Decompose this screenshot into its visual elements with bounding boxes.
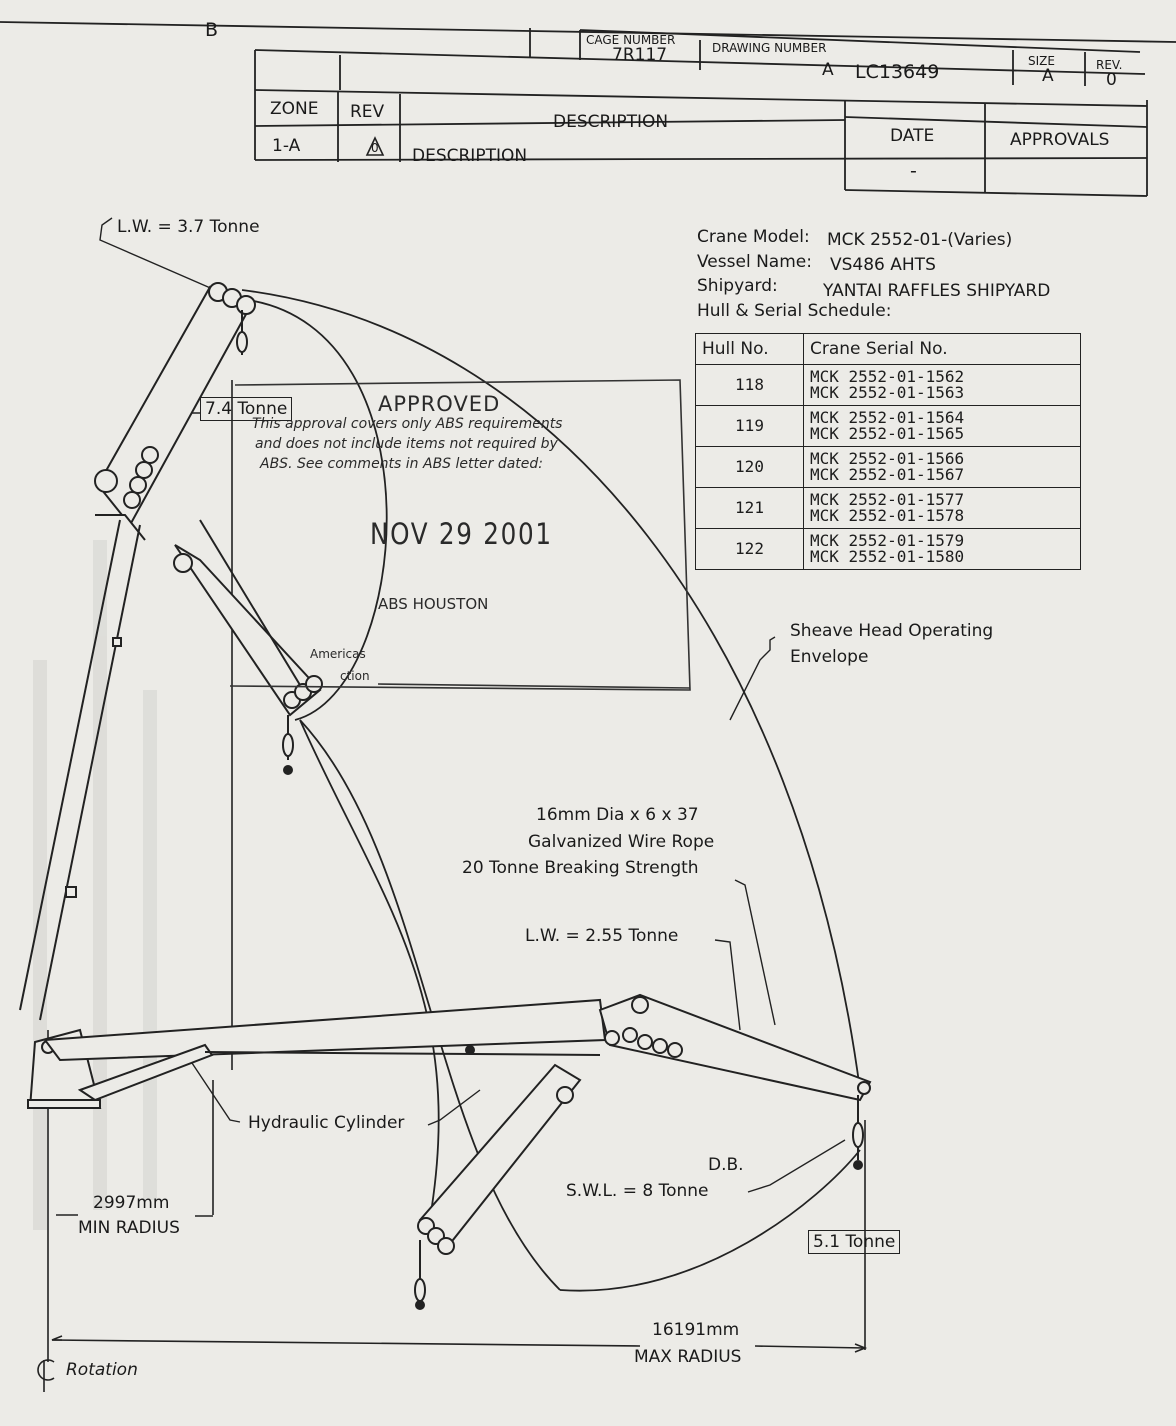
wire-rope-spec-1: 16mm Dia x 6 x 37 — [536, 805, 699, 825]
vessel-name-label: Vessel Name: — [697, 252, 812, 272]
load-5-1-tonne-box: 5.1 Tonne — [808, 1230, 900, 1254]
boom-knuckle-mid — [174, 520, 322, 774]
size-value: A — [1042, 66, 1054, 86]
min-radius-value: 2997mm — [93, 1193, 170, 1213]
shipyard-label: Shipyard: — [697, 276, 778, 296]
serial-value: MCK 2552-01-1578 — [810, 506, 965, 525]
serial-value: MCK 2552-01-1565 — [810, 424, 965, 443]
hull-no-header: Hull No. — [696, 334, 804, 365]
drawing-number-label: DRAWING NUMBER — [712, 41, 827, 55]
crane-model-value: MCK 2552-01-(Varies) — [827, 230, 1013, 250]
rev-cell: 0 — [371, 141, 379, 155]
size-label: SIZE — [1028, 54, 1055, 68]
date-cell: - — [910, 160, 917, 182]
sheave-envelope-label-2: Envelope — [790, 647, 869, 667]
hydraulic-cylinder-label: Hydraulic Cylinder — [248, 1113, 405, 1133]
date-header: DATE — [890, 126, 935, 146]
hull-serial-table — [695, 333, 1081, 570]
max-radius-value: 16191mm — [652, 1320, 740, 1340]
max-radius-label: MAX RADIUS — [634, 1347, 742, 1367]
serial-value: MCK 2552-01-1564 — [810, 408, 965, 427]
sheet-letter: B — [205, 19, 219, 41]
hull-cell: 121 — [696, 488, 804, 529]
stamp-office: ABS HOUSTON — [378, 595, 489, 613]
drawing-number-prefix: A — [822, 60, 834, 80]
stamp-line-b: ction — [340, 669, 370, 683]
serial-value: MCK 2552-01-1580 — [810, 547, 965, 566]
serial-value: MCK 2552-01-1577 — [810, 490, 965, 509]
wire-rope-spec-2: Galvanized Wire Rope — [528, 832, 715, 852]
approvals-header: APPROVALS — [1010, 130, 1110, 150]
cage-number-label: CAGE NUMBER — [586, 33, 676, 47]
wire-rope-spec-3: 20 Tonne Breaking Strength — [462, 858, 699, 878]
schedule-label: Hull & Serial Schedule: — [697, 301, 892, 321]
zone-cell: 1-A — [272, 136, 301, 156]
hull-cell: 120 — [696, 447, 804, 488]
table-row — [696, 406, 1081, 447]
crane-model-label: Crane Model: — [697, 227, 810, 247]
rev-label: REV. — [1096, 58, 1123, 72]
shipyard-value: YANTAI RAFFLES SHIPYARD — [823, 281, 1051, 301]
vessel-name-value: VS486 AHTS — [830, 255, 936, 275]
serial-no-header: Crane Serial No. — [804, 334, 1081, 365]
load-7-4-tonne-box: 7.4 Tonne — [200, 397, 292, 421]
zone-header: ZONE — [270, 99, 319, 119]
sheave-envelope-label: Sheave Head Operating — [790, 621, 994, 641]
serial-value: MCK 2552-01-1562 — [810, 367, 965, 386]
serial-value: MCK 2552-01-1567 — [810, 465, 965, 484]
min-radius-label: MIN RADIUS — [78, 1218, 180, 1238]
table-row — [696, 529, 1081, 570]
stamp-line-1: This approval covers only ABS requirements — [252, 416, 563, 432]
serial-cell — [804, 529, 1081, 570]
table-row — [696, 488, 1081, 529]
rev-header: REV — [350, 102, 385, 122]
hull-cell: 122 — [696, 529, 804, 570]
serial-cell — [804, 447, 1081, 488]
description-header: DESCRIPTION — [553, 112, 669, 132]
swl-label: S.W.L. = 8 Tonne — [566, 1181, 709, 1201]
rev-value: 0 — [1106, 70, 1117, 90]
boom-lowered — [415, 1065, 580, 1309]
cage-number-value: 7R117 — [612, 45, 668, 65]
serial-cell — [804, 488, 1081, 529]
stamp-line-a: Americas — [310, 647, 366, 661]
table-row — [696, 365, 1081, 406]
centerline-icon — [38, 1360, 54, 1392]
table-header-row — [696, 334, 1081, 365]
stamp-line-2: and does not include items not required by — [255, 436, 558, 452]
serial-cell — [804, 365, 1081, 406]
boom-raised — [20, 283, 255, 1020]
rotation-label: Rotation — [66, 1360, 138, 1380]
stamp-date: NOV 29 2001 — [370, 517, 553, 551]
description-cell: DESCRIPTION — [412, 146, 528, 166]
title-block-frame — [0, 22, 1176, 196]
drawing-number-value: LC13649 — [855, 61, 940, 83]
working-load-top-label: L.W. = 3.7 Tonne — [117, 217, 260, 237]
stamp-line-3: ABS. See comments in ABS letter dated: — [260, 456, 543, 472]
working-load-mid-label: L.W. = 2.55 Tonne — [525, 926, 679, 946]
stamp-title: APPROVED — [378, 392, 501, 416]
serial-value: MCK 2552-01-1566 — [810, 449, 965, 468]
db-label: D.B. — [708, 1155, 744, 1175]
serial-value: MCK 2552-01-1579 — [810, 531, 965, 550]
hull-cell: 118 — [696, 365, 804, 406]
serial-cell — [804, 406, 1081, 447]
serial-value: MCK 2552-01-1563 — [810, 383, 965, 402]
table-row — [696, 447, 1081, 488]
hull-cell: 119 — [696, 406, 804, 447]
